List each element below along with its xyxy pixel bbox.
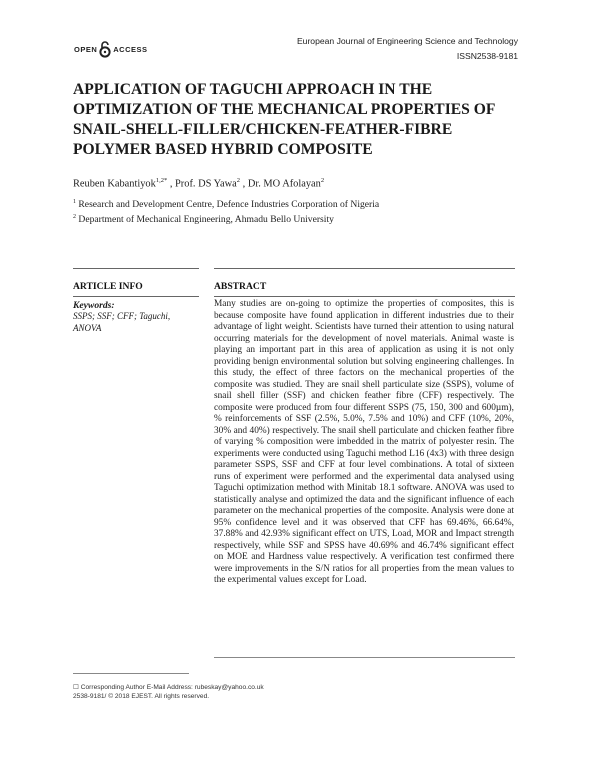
journal-issn: ISSN2538-9181 bbox=[456, 51, 518, 61]
footnote-rule bbox=[73, 673, 189, 674]
affiliation-2 bbox=[73, 214, 334, 225]
open-lock-icon bbox=[98, 40, 112, 58]
abstract-text: Many studies are on-going to optimize the properties of composites, this is because composite have found application in different industries due to their advantage of light weight. Scientists have turned their attention to using natural occurring materials for the development of novel materials. Animal waste is playing an important part in this area of application as using it is not only providing benign environmental solution but solving engineering challenges. In this study, the effect of three factors on the mechanical properties of the composite was studied. They are snail shell particulate size (SSPS), volume of snail shell filler (SSF) and chicken feather fibre (CFF) respectively. The composite were produced from four different SSPS (75, 150, 300 and 600µm), % reinforcements of SSF (2.5%, 5.0%, 7.5% and 10%) and CFF (10%, 20%, 30% and 40%) respectively. The snail shell particulate and chicken feather fibre of varying % composition were imbedded in the matrix of polyester resin. The experiments were conducted using Taguchi method L16 (4x3) with three design parameter SSPS, SSF and CFF at four level combinations. A total of sixteen runs of experiment were performed and the experimental data analysed using Taguchi optimization method with Minitab 18.1 software. ANOVA was used to statistically analyse and optimized the data and the significant influence of each parameter on the mechanical properties of the composite. Analysis were done at 95% confidence level and it was observed that CFF has 69.46%, 66.64%, 37.88% and 42.93% significant effect on UTS, Load, MOR and Impact strength respectively, while SSF and SPSS have 40.69% and 46.74% significant effect on MOE and Hardness value respectively. A verification test confirmed there were improvements in the S/N ratios for all properties from the mean values to the experimental values except for Load. bbox=[214, 299, 514, 585]
keywords-label: Keywords: bbox=[73, 300, 115, 311]
affiliation-1 bbox=[73, 199, 379, 210]
author-name: , Dr. MO Afolayan bbox=[242, 178, 321, 190]
author-affiliation-mark: 1,2* bbox=[155, 177, 168, 184]
article-info-bottom-rule bbox=[73, 296, 199, 297]
affiliation-text: Department of Mechanical Engineering, Ahmadu Bello University bbox=[78, 214, 334, 226]
abstract-heading: ABSTRACT bbox=[214, 281, 267, 292]
article-info-heading: ARTICLE INFO bbox=[73, 281, 143, 292]
open-access-logo bbox=[74, 40, 148, 58]
logo-text-open: OPEN bbox=[74, 44, 98, 54]
corresponding-author-note: ☐ Corresponding Author E-Mail Address: rubeskay@yahoo.co.uk bbox=[73, 684, 264, 691]
author-list bbox=[73, 177, 324, 189]
affiliation-text: Research and Development Centre, Defence Industries Corporation of Nigeria bbox=[78, 199, 380, 211]
logo-text-access: ACCESS bbox=[113, 44, 148, 54]
abstract-top-rule bbox=[214, 268, 515, 269]
abstract-end-rule bbox=[214, 657, 515, 658]
affiliation-mark: 1 bbox=[73, 199, 76, 205]
paper-title: APPLICATION OF TAGUCHI APPROACH IN THE OPTIMIZATION OF THE MECHANICAL PROPERTIES OF SNAIL-SHELL-FILLER/CHICKEN-FEATHER-FIBRE POLYMER BASED HYBRID COMPOSITE bbox=[73, 81, 495, 158]
author-name: , Prof. DS Yawa bbox=[169, 178, 237, 190]
journal-name: European Journal of Engineering Science and Technology bbox=[296, 36, 518, 46]
author-affiliation-mark: 2 bbox=[320, 177, 325, 184]
affiliation-mark: 2 bbox=[73, 214, 76, 220]
article-info-top-rule bbox=[73, 268, 199, 269]
journal-header bbox=[297, 34, 518, 64]
author-affiliation-mark: 2 bbox=[236, 177, 241, 184]
abstract-bottom-rule bbox=[214, 296, 515, 297]
copyright-note: 2538-9181/ © 2018 EJEST. All rights reserved. bbox=[73, 693, 210, 700]
keywords-list: SSPS; SSF; CFF; Taguchi, ANOVA bbox=[73, 311, 171, 333]
author-name: Reuben Kabantiyok bbox=[73, 178, 156, 190]
